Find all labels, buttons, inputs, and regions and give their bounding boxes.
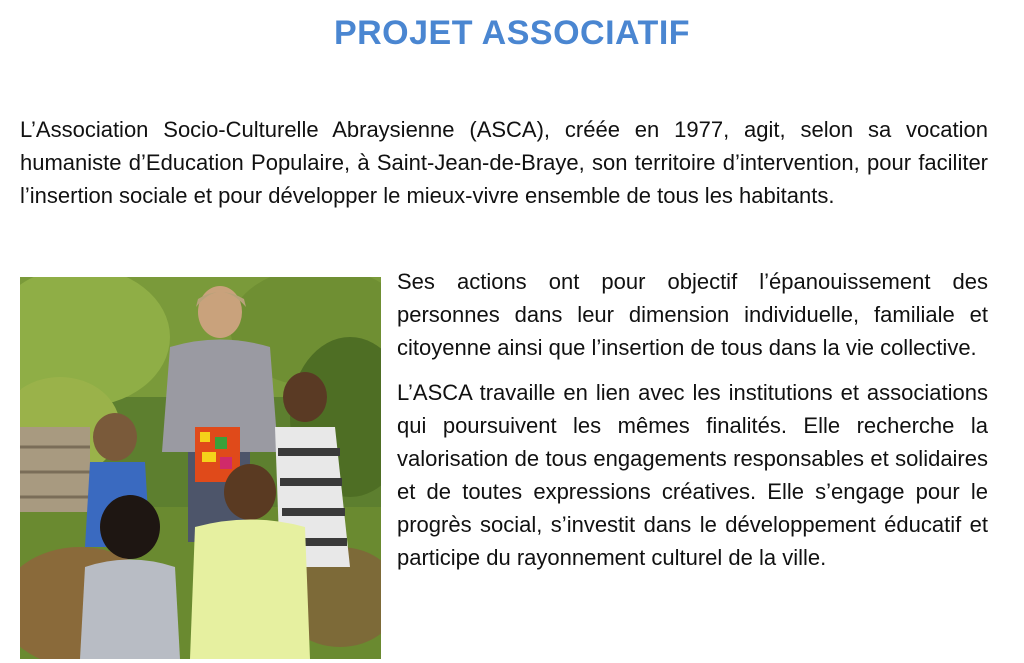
right-column <box>397 265 988 586</box>
page-title: PROJET ASSOCIATIF <box>333 14 691 52</box>
partners-paragraph: L’ASCA travaille en lien avec les institutions et associations qui poursuivent les mêmes finalités. Elle recherche la valorisation de tous engagements responsables et solidaires et de toutes expressions créatives. Elle s’engage pour le progrès social, s’investit dans le développement éducatif et participe du rayonnement culturel de la ville. <box>397 380 988 570</box>
actions-paragraph: Ses actions ont pour objectif l’épanouissement des personnes dans leur dimension individuelle, familiale et citoyenne ainsi que l’insertion de tous dans la vie collective. <box>397 269 988 360</box>
photo-children-garden <box>20 277 381 659</box>
intro-paragraph: L’Association Socio-Culturelle Abraysienne (ASCA), créée en 1977, agit, selon sa vocation humaniste d’Education Populaire, à Saint-Jean-de-Braye, son territoire d’intervention, pour faciliter l’insertion sociale et pour développer le mieux-vivre ensemble de tous les habitants. <box>20 117 988 208</box>
